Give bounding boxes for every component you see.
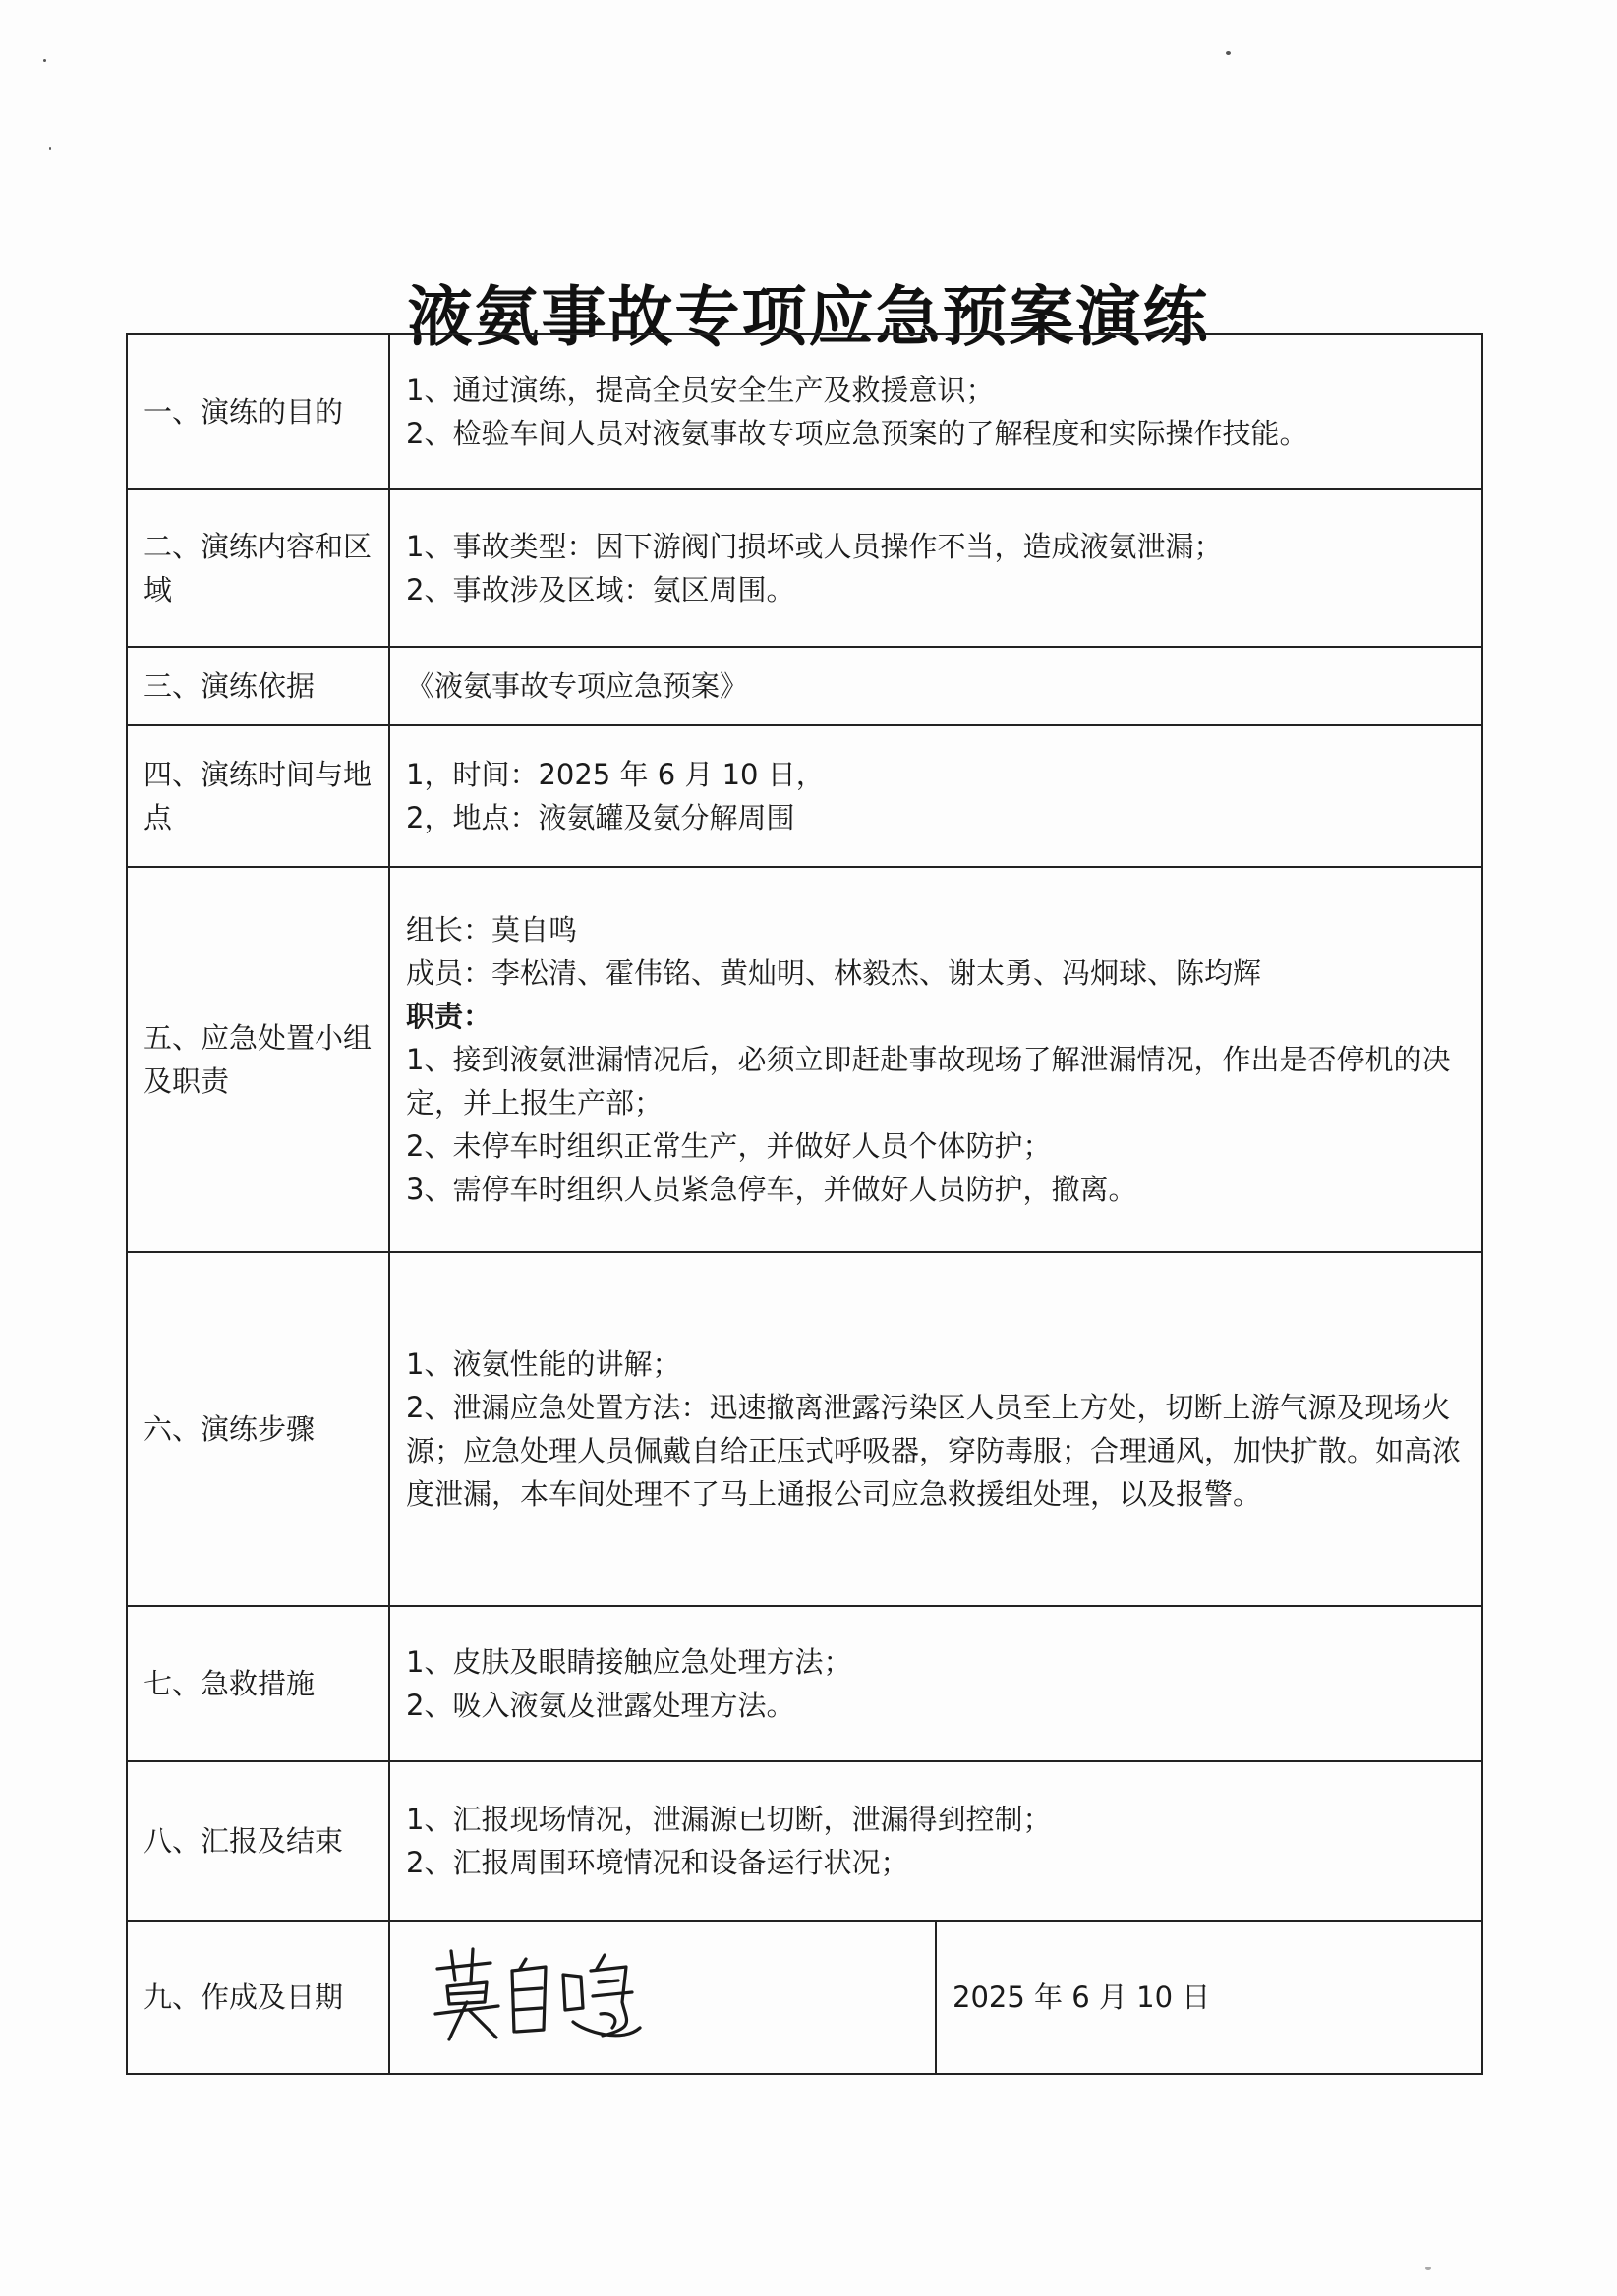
row-label: 五、应急处置小组及职责 [127,867,389,1252]
row-label: 一、演练的目的 [127,334,389,489]
row-content [389,725,1482,867]
list-item: 2、检验车间人员对液氨事故专项应急预案的了解程度和实际操作技能。 [406,417,1308,450]
row-content [389,1606,1482,1761]
document-title: 液氨事故专项应急预案演练 [407,279,1210,356]
list-item: 1、事故类型：因下游阀门损坏或人员操作不当，造成液氨泄漏； [406,530,1223,563]
row-report [127,1761,1482,1921]
list-item: 2、未停车时组织正常生产，并做好人员个体防护； [406,1129,1052,1163]
row-content-area [127,489,1482,647]
list-item: 1、接到液氨泄漏情况后，必须立即赶赴事故现场了解泄漏情况，作出是否停机的决定，并上报生产部； [406,1043,1451,1119]
row-label: 三、演练依据 [127,647,389,725]
list-item: 2，地点：液氨罐及氨分解周围 [406,801,795,834]
team-leader: 组长：莫自鸣 [406,913,578,947]
list-item: 3、需停车时组织人员紧急停车，并做好人员防护，撤离。 [406,1173,1137,1206]
row-label: 六、演练步骤 [127,1252,389,1606]
list-item: 2、汇报周围环境情况和设备运行状况； [406,1846,909,1879]
scan-speck [43,59,46,62]
list-item: 2、事故涉及区域：氨区周围。 [406,573,795,606]
row-content [389,489,1482,647]
row-content [389,1761,1482,1921]
row-basis [127,647,1482,725]
row-sign [127,1921,1482,2074]
list-item: 1、液氨性能的讲解； [406,1348,681,1381]
row-first-aid [127,1606,1482,1761]
row-label: 二、演练内容和区域 [127,489,389,647]
list-item: 2、泄漏应急处置方法：迅速撤离泄露污染区人员至上方处，切断上游气源及现场火源；应急处理人员佩戴自给正压式呼吸器，穿防毒服；合理通风，加快扩散。如高浓度泄漏，本车间处理不了马上通报公司应急救援组处理，以及报警。 [406,1391,1462,1511]
scan-speck [1425,2267,1431,2270]
drill-plan-table [126,333,1483,2075]
signature-cell [389,1921,936,2074]
handwritten-signature [430,1941,646,2049]
row-content [389,334,1482,489]
row-content [389,1252,1482,1606]
row-label: 四、演练时间与地点 [127,725,389,867]
team-members: 成员：李松清、霍伟铭、黄灿明、林毅杰、谢太勇、冯炯球、陈均辉 [406,956,1262,990]
row-label: 八、汇报及结束 [127,1761,389,1921]
row-time-place [127,725,1482,867]
sign-date: 2025 年 6 月 10 日 [936,1921,1482,2074]
row-label: 九、作成及日期 [127,1921,389,2074]
duty-heading: 职责： [406,1000,492,1033]
scan-speck [1226,51,1231,55]
list-item: 1、通过演练，提高全员安全生产及救援意识； [406,373,995,407]
list-item: 1、皮肤及眼睛接触应急处理方法； [406,1645,852,1679]
row-purpose [127,334,1482,489]
scan-speck [49,147,51,150]
list-item: 2、吸入液氨及泄露处理方法。 [406,1689,795,1722]
row-steps [127,1252,1482,1606]
row-team [127,867,1482,1252]
list-item: 1、汇报现场情况，泄漏源已切断，泄漏得到控制； [406,1803,1052,1836]
row-content: 《液氨事故专项应急预案》 [389,647,1482,725]
list-item: 1，时间：2025 年 6 月 10 日， [406,758,825,791]
row-label: 七、急救措施 [127,1606,389,1761]
row-content [389,867,1482,1252]
